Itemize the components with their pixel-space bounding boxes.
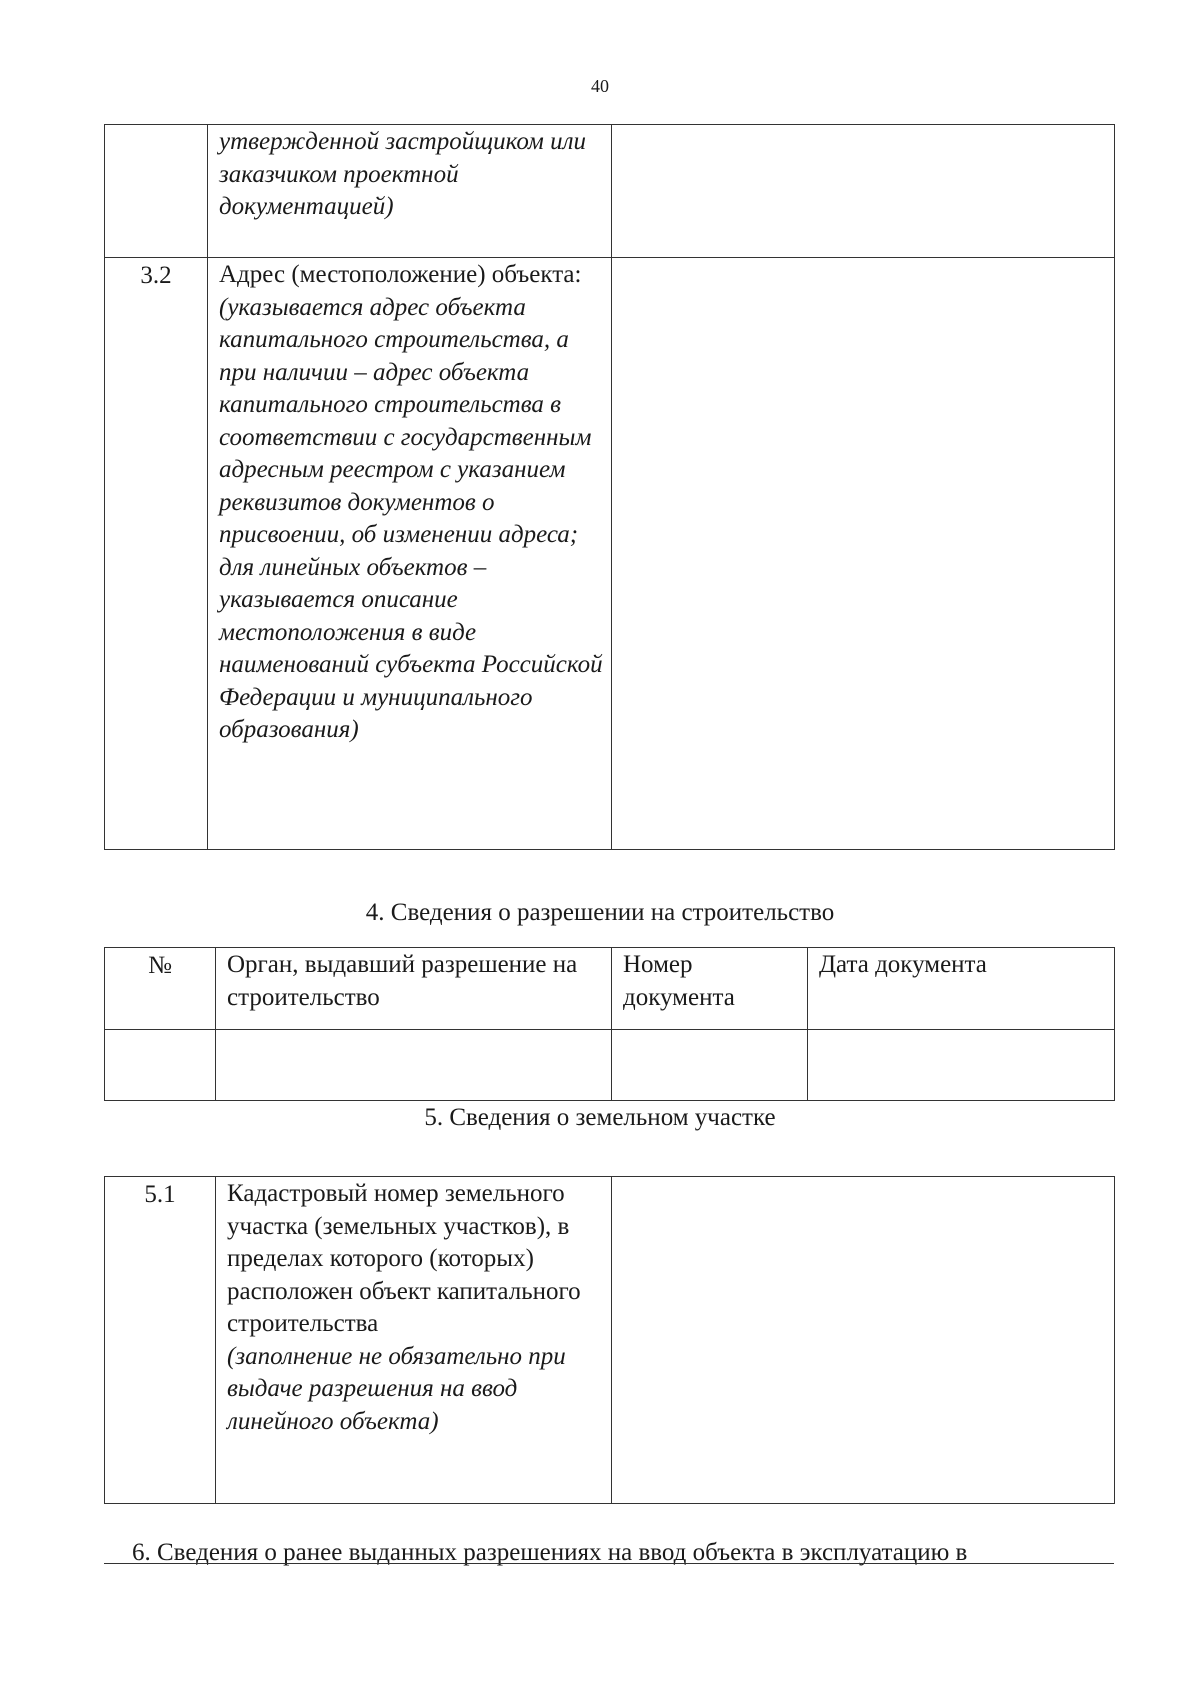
empty-cell — [612, 1030, 808, 1101]
table-header-row — [105, 948, 1115, 1030]
row-number: 3.2 — [105, 258, 208, 850]
section6-rule — [104, 1563, 1114, 1564]
table-row — [105, 125, 1115, 258]
continued-note: утвержденной застройщиком или заказчиком проектной документацией) — [208, 125, 612, 258]
empty-cell — [216, 1030, 612, 1101]
table-row — [105, 1177, 1115, 1504]
empty-cell — [105, 1030, 216, 1101]
value-cell — [612, 125, 1115, 258]
field-label-cadastral — [216, 1177, 612, 1504]
column-header-number: № — [105, 948, 216, 1030]
table-row — [105, 1030, 1115, 1101]
value-cell — [612, 1177, 1115, 1504]
column-header-authority: Орган, выдавший разрешение на строительство — [216, 948, 612, 1030]
column-header-doc-number: Номер документа — [612, 948, 808, 1030]
empty-cell — [808, 1030, 1115, 1101]
table-row — [105, 258, 1115, 850]
section5-heading: 5. Сведения о земельном участке — [424, 1104, 776, 1131]
section5-table — [104, 1176, 1115, 1504]
section4-table — [104, 947, 1115, 1101]
field-label-text: Адрес (местоположение) объекта: — [219, 261, 582, 288]
row-number: 5.1 — [105, 1177, 216, 1504]
row-number-cell — [105, 125, 208, 258]
value-cell — [612, 258, 1115, 850]
column-header-doc-date: Дата документа — [808, 948, 1115, 1030]
section3-table — [104, 124, 1115, 850]
field-label-text: Кадастровый номер земельного участка (земельных участков), в пределах которого (которых) расположен объект капитального строительства — [227, 1180, 581, 1337]
field-note: (заполнение не обязательно при выдаче разрешения на ввод линейного объекта) — [227, 1342, 566, 1435]
field-note: (указывается адрес объекта капитального строительства, а при наличии – адрес объекта капитального строительства в соответствии с государственным адресным реестром с указанием реквизитов документов о присвоении, об изменении адреса; для линейных объектов – указывается описание местоположения в виде наименований субъекта Российской Федерации и муниципального образования) — [219, 293, 603, 743]
field-label-address — [208, 258, 612, 850]
section4-heading: 4. Сведения о разрешении на строительство — [365, 899, 835, 926]
page-number: 40 — [591, 76, 609, 96]
section6-heading: 6. Сведения о ранее выданных разрешениях на ввод объекта в эксплуатацию в — [132, 1539, 968, 1566]
